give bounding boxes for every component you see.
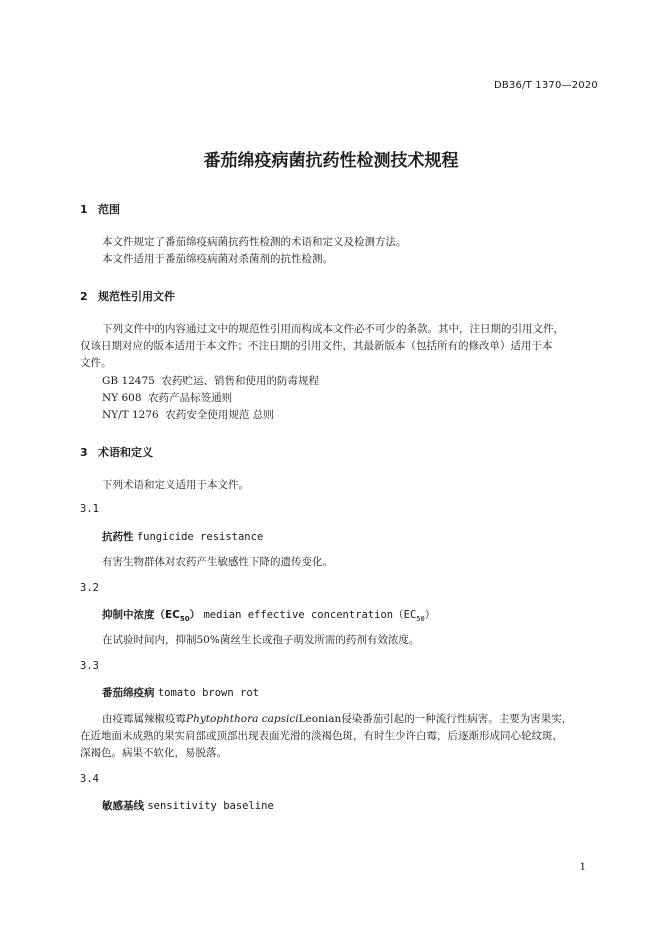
paragraph: 本文件适用于番茄绵疫病菌对杀菌剂的抗性检测。 xyxy=(102,253,333,265)
term-number: 3.2 xyxy=(80,582,99,594)
section-heading-1 xyxy=(80,201,120,217)
page-number: 1 xyxy=(579,862,586,873)
term-zh: 敏感基线 xyxy=(102,800,144,812)
paragraph: 仅该日期对应的版本适用于本文件；不注日期的引用文件，其最新版本（包括所有的修改单）适用于本 xyxy=(80,340,553,352)
section-heading-2 xyxy=(80,288,175,304)
document-title: 番茄绵疫病菌抗药性检测技术规程 xyxy=(203,151,459,171)
reference-item: GB 12475 农药贮运、销售和使用的防毒规程 xyxy=(102,375,320,387)
term xyxy=(102,529,263,544)
term-zh: 抗药性 xyxy=(102,531,134,543)
term-en: sensitivity baseline xyxy=(147,800,274,812)
reference-item: NY/T 1276 农药安全使用规范 总则 xyxy=(102,409,274,421)
term xyxy=(102,685,259,700)
reference-item: NY 608 农药产品标签通则 xyxy=(102,392,233,404)
def-text: 由疫霉属辣椒疫霉 xyxy=(102,713,186,725)
term xyxy=(102,607,435,623)
term-zh: 番茄绵疫病 xyxy=(102,687,155,699)
term-en: tomato brown rot xyxy=(157,687,259,699)
paragraph: 深褐色。病果不软化，易脱落。 xyxy=(80,747,227,759)
term xyxy=(102,798,274,813)
term-zh-end: ） xyxy=(189,609,201,621)
section-title: 范围 xyxy=(98,203,120,216)
term-number: 3.4 xyxy=(80,773,99,785)
term-definition xyxy=(80,711,600,728)
latin-name: Phytophthora capsici xyxy=(186,713,299,725)
term-number: 3.3 xyxy=(80,660,99,672)
term-en: median effective concentration（EC xyxy=(203,609,417,621)
paragraph: 在近地面未成熟的果实肩部或顶部出现表面光滑的淡褐色斑，有时生少许白霉，后逐渐形成同心轮纹斑， xyxy=(80,730,563,742)
term-en: fungicide resistance xyxy=(136,531,264,543)
def-text: Leonian侵染番茄引起的一种流行性病害。主要为害果实， xyxy=(298,713,573,725)
paragraph: 下列术语和定义适用于本文件。 xyxy=(102,479,249,491)
term-definition: 有害生物群体对农药产生敏感性下降的遗传变化。 xyxy=(102,556,333,568)
section-title: 术语和定义 xyxy=(98,446,153,459)
paragraph: 本文件规定了番茄绵疫病菌抗药性检测的术语和定义及检测方法。 xyxy=(102,236,407,248)
subscript: 50 xyxy=(179,615,190,624)
section-number: 3 xyxy=(80,446,88,459)
term-zh: 抑制中浓度（EC xyxy=(102,609,180,621)
section-heading-3 xyxy=(80,444,153,460)
term-number: 3.1 xyxy=(80,503,99,515)
paragraph: 下列文件中的内容通过文中的规范性引用而构成本文件必不可少的条款。其中，注日期的引用文件， xyxy=(102,323,564,335)
standard-number: DB36/T 1370—2020 xyxy=(493,80,598,91)
section-number: 1 xyxy=(80,203,88,216)
section-title: 规范性引用文件 xyxy=(98,290,175,303)
term-en-end: ） xyxy=(424,609,436,621)
paragraph: 文件。 xyxy=(80,357,112,369)
term-definition: 在试验时间内，抑制50%菌丝生长或孢子萌发所需的药剂有效浓度。 xyxy=(102,634,420,646)
section-number: 2 xyxy=(80,290,88,303)
subscript: 50 xyxy=(416,615,425,624)
